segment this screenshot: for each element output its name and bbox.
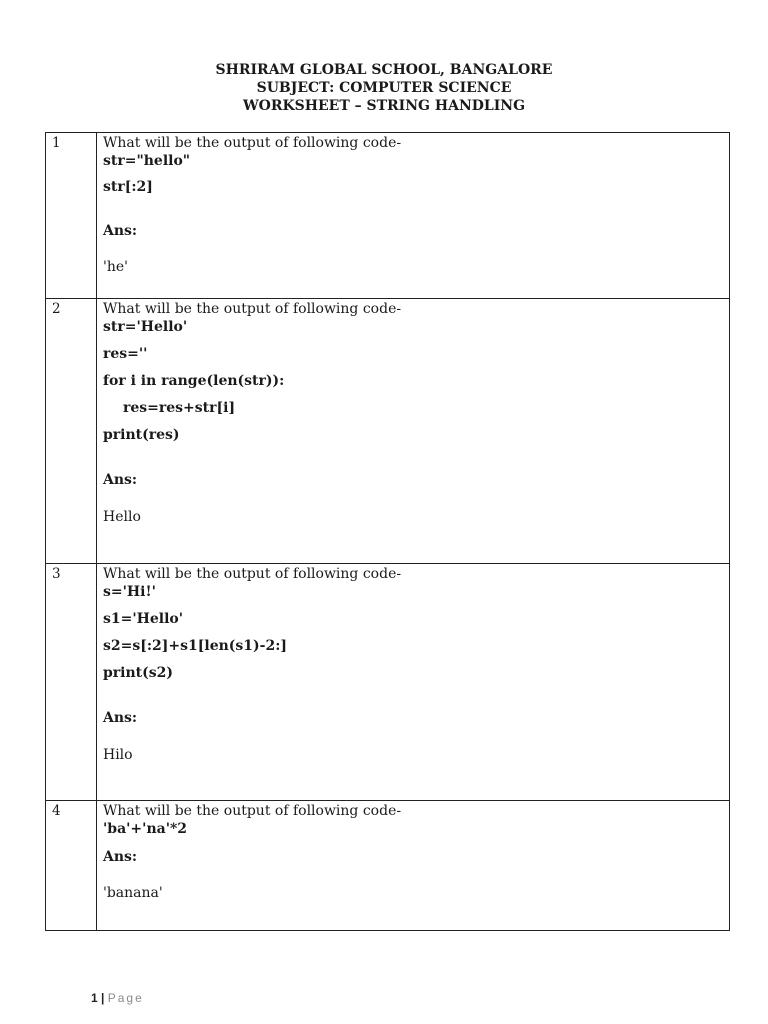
code-line: s1='Hello' bbox=[103, 611, 184, 627]
subject-title: SUBJECT: COMPUTER SCIENCE bbox=[256, 80, 512, 96]
answer-label: Ans: bbox=[103, 710, 138, 726]
code-line: print(s2) bbox=[103, 665, 173, 681]
question-prompt: What will be the output of following code- bbox=[103, 803, 402, 819]
code-line: str[:2] bbox=[103, 179, 153, 195]
question-number: 4 bbox=[46, 801, 97, 931]
page-label: Page bbox=[107, 991, 144, 1005]
question-prompt: What will be the output of following code- bbox=[103, 135, 402, 151]
question-prompt: What will be the output of following code- bbox=[103, 566, 402, 582]
question-number: 2 bbox=[46, 299, 97, 564]
code-line: str='Hello' bbox=[103, 319, 188, 335]
code-line: str="hello" bbox=[103, 153, 191, 169]
question-body bbox=[97, 299, 730, 564]
code-line: s='Hi!' bbox=[103, 584, 156, 600]
page-footer bbox=[91, 991, 144, 1005]
question-prompt: What will be the output of following code- bbox=[103, 301, 402, 317]
footer-separator: | bbox=[101, 991, 105, 1005]
question-body bbox=[97, 133, 730, 299]
questions-table bbox=[45, 132, 730, 931]
answer-text: 'banana' bbox=[103, 885, 163, 901]
school-name: SHRIRAM GLOBAL SCHOOL, BANGALORE bbox=[215, 62, 553, 78]
code-line: res='' bbox=[103, 346, 148, 362]
code-line: 'ba'+'na'*2 bbox=[103, 821, 188, 837]
page-number: 1 bbox=[91, 991, 98, 1005]
answer-text: 'he' bbox=[103, 259, 128, 275]
question-row bbox=[46, 133, 730, 299]
question-row bbox=[46, 299, 730, 564]
question-number: 3 bbox=[46, 564, 97, 801]
question-row bbox=[46, 564, 730, 801]
code-line: print(res) bbox=[103, 427, 180, 443]
question-body bbox=[97, 801, 730, 931]
answer-text: Hello bbox=[103, 509, 141, 525]
answer-label: Ans: bbox=[103, 849, 138, 865]
code-line: res=res+str[i] bbox=[123, 400, 236, 416]
question-body bbox=[97, 564, 730, 801]
answer-label: Ans: bbox=[103, 223, 138, 239]
answer-label: Ans: bbox=[103, 472, 138, 488]
worksheet-header bbox=[0, 61, 768, 115]
question-number: 1 bbox=[46, 133, 97, 299]
worksheet-title: WORKSHEET – STRING HANDLING bbox=[242, 98, 526, 114]
answer-text: Hilo bbox=[103, 747, 133, 763]
code-line: s2=s[:2]+s1[len(s1)-2:] bbox=[103, 638, 287, 654]
code-line: for i in range(len(str)): bbox=[103, 373, 285, 389]
question-row bbox=[46, 801, 730, 931]
